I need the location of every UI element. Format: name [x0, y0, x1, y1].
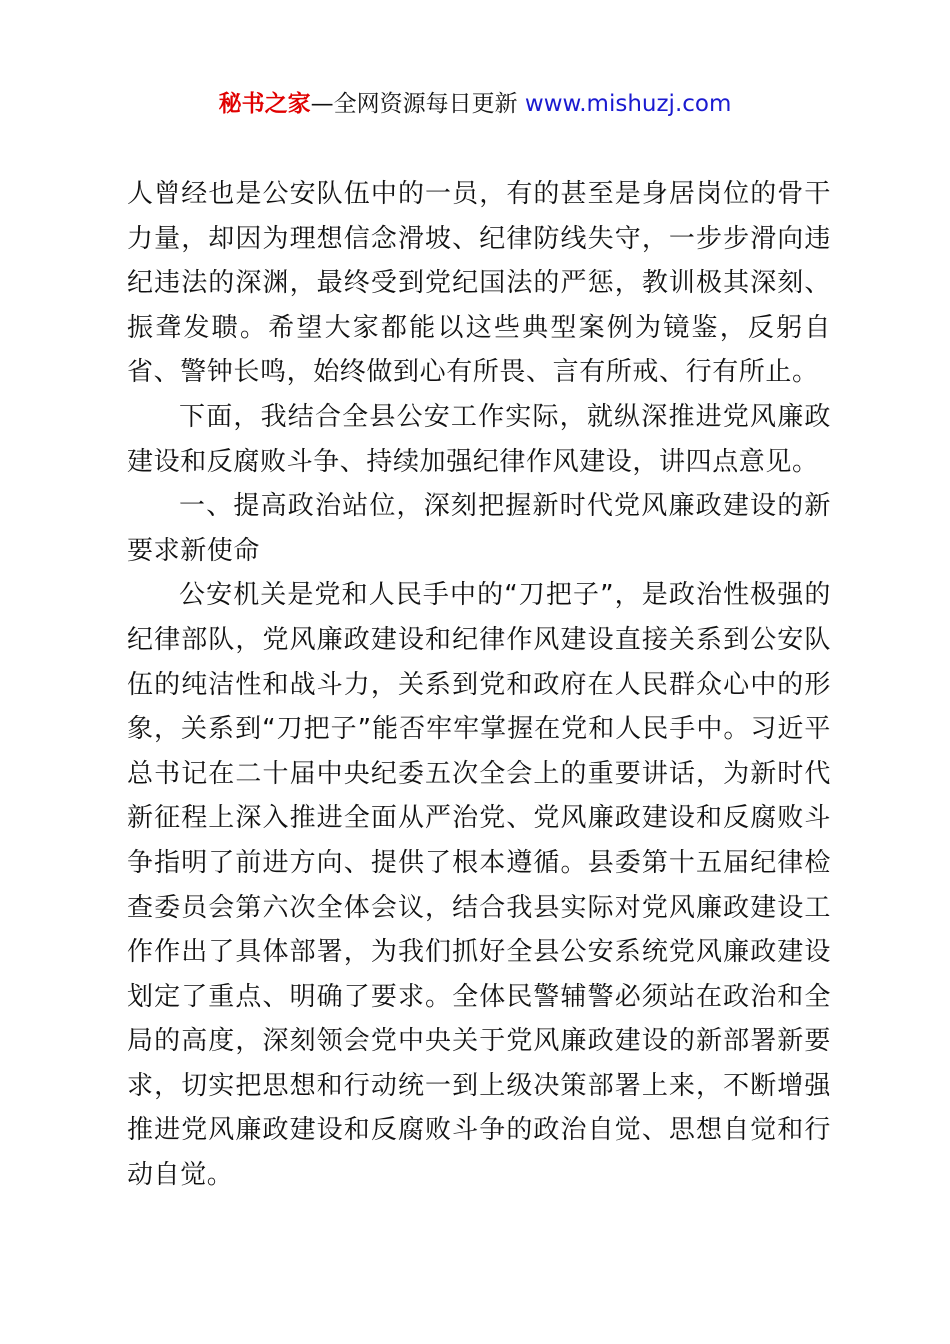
section-heading: 一、提高政治站位，深刻把握新时代党风廉政建设的新要求新使命	[127, 491, 831, 566]
paragraph-continued: 人曾经也是公安队伍中的一员，有的甚至是身居岗位的骨干力量，却因为理想信念滑坡、纪律防线失守，一步步滑向违纪违法的深渊，最终受到党纪国法的严惩，教训极其深刻、振聋发聩。希望大家都能以这些典型案例为镜鉴，反躬自省、警钟长鸣，始终做到心有所畏、言有所戒、行有所止。	[127, 179, 831, 388]
document-body	[127, 172, 831, 1198]
page-header	[0, 88, 950, 120]
paragraph-body: 公安机关是党和人民手中的“刀把子”，是政治性极强的纪律部队，党风廉政建设和纪律作风建设直接关系到公安队伍的纯洁性和战斗力，关系到党和政府在人民群众心中的形象，关系到“刀把子”能否牢牢掌握在党和人民手中。习近平总书记在二十届中央纪委五次全会上的重要讲话，为新时代新征程上深入推进全面从严治党、党风廉政建设和反腐败斗争指明了前进方向、提供了根本遵循。县委第十五届纪律检查委员会第六次全体会议，结合我县实际对党风廉政建设工作作出了具体部署，为我们抓好全县公安系统党风廉政建设划定了重点、明确了要求。全体民警辅警必须站在政治和全局的高度，深刻领会党中央关于党风廉政建设的新部署新要求，切实把思想和行动统一到上级决策部署上来，不断增强推进党风廉政建设和反腐败斗争的政治自觉、思想自觉和行动自觉。	[127, 580, 831, 1191]
header-url[interactable]: www.mishuzj.com	[524, 91, 732, 117]
header-brand: 秘书之家	[218, 91, 311, 117]
paragraph-intro: 下面，我结合全县公安工作实际，就纵深推进党风廉政建设和反腐败斗争、持续加强纪律作风建设，讲四点意见。	[127, 401, 831, 477]
header-tagline: —全网资源每日更新	[310, 91, 525, 117]
